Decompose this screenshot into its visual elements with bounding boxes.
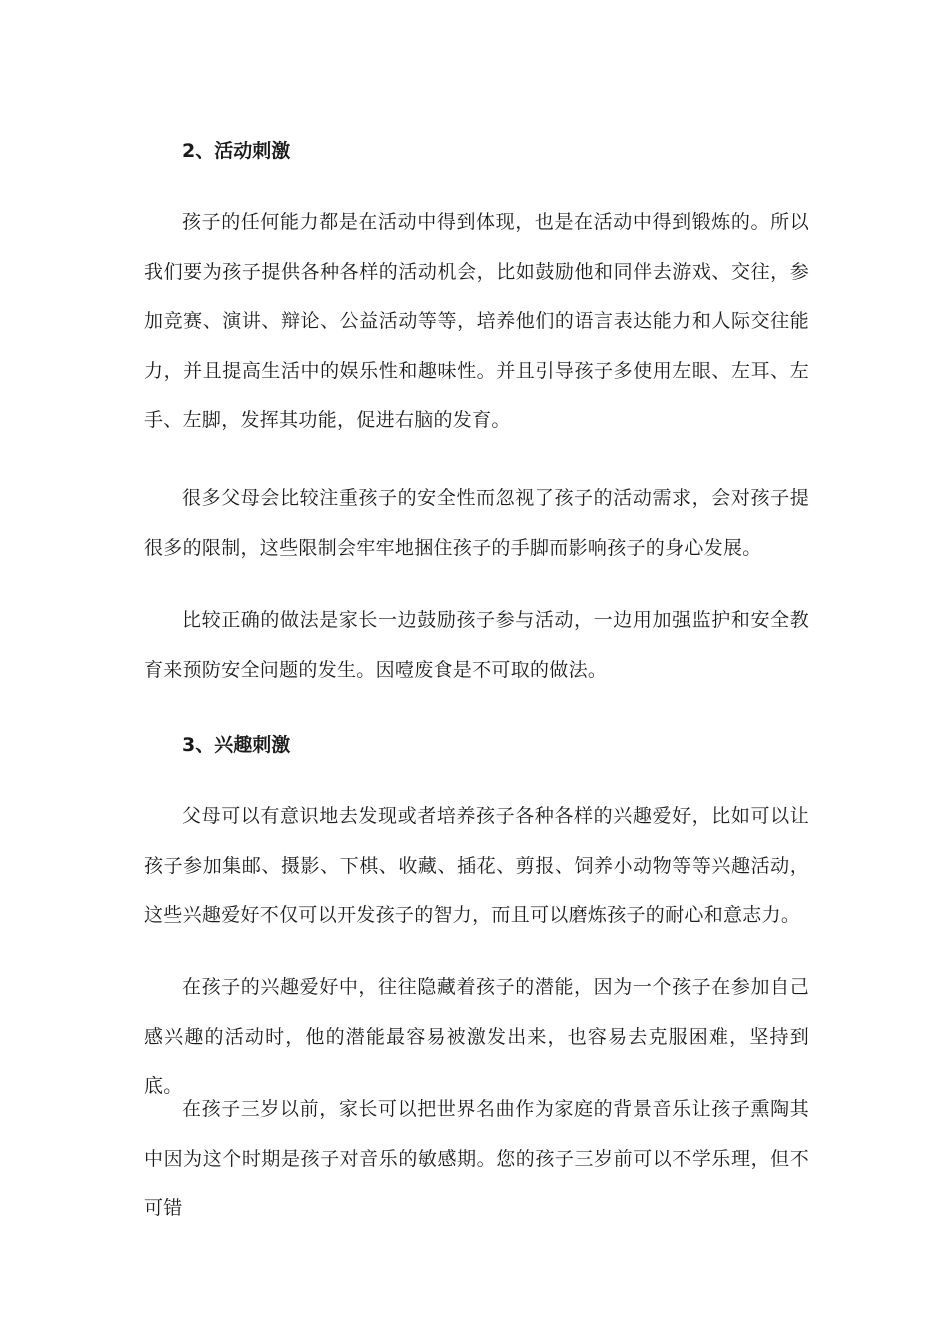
section-heading-activity: 2、活动刺激: [182, 140, 291, 162]
paragraph-correct-approach: 比较正确的做法是家长一边鼓励孩子参与活动，一边用加强监护和安全教育来预防安全问题的发生。因噎废食是不可取的做法。: [144, 609, 809, 681]
paragraph-music-sensitivity: 在孩子三岁以前，家长可以把世界名曲作为家庭的背景音乐让孩子熏陶其中因为这个时期是孩子对音乐的敏感期。您的孩子三岁前可以不学乐理，但不可错: [144, 1098, 809, 1220]
paragraph-safety-restrictions: 很多父母会比较注重孩子的安全性而忽视了孩子的活动需求，会对孩子提很多的限制，这些限制会牢牢地捆住孩子的手脚而影响孩子的身心发展。: [144, 487, 809, 559]
section-heading-interest: 3、兴趣刺激: [182, 734, 291, 756]
paragraph-activity-importance: 孩子的任何能力都是在活动中得到体现，也是在活动中得到锻炼的。所以我们要为孩子提供各种各样的活动机会，比如鼓励他和同伴去游戏、交往，参加竞赛、演讲、辩论、公益活动等等，培养他们的语言表达能力和人际交往能力，并且提高生活中的娱乐性和趣味性。并且引导孩子多使用左眼、左耳、左手、左脚，发挥其功能，促进右脑的发育。: [144, 211, 809, 432]
paragraph-hobbies: 父母可以有意识地去发现或者培养孩子各种各样的兴趣爱好，比如可以让孩子参加集邮、摄影、下棋、收藏、插花、剪报、饲养小动物等等兴趣活动，这些兴趣爱好不仅可以开发孩子的智力，而且可以磨炼孩子的耐心和意志力。: [144, 805, 809, 927]
paragraph-hidden-potential: 在孩子的兴趣爱好中，往往隐藏着孩子的潜能，因为一个孩子在参加自己感兴趣的活动时，他的潜能最容易被激发出来，也容易去克服困难，坚持到底。: [144, 976, 809, 1098]
